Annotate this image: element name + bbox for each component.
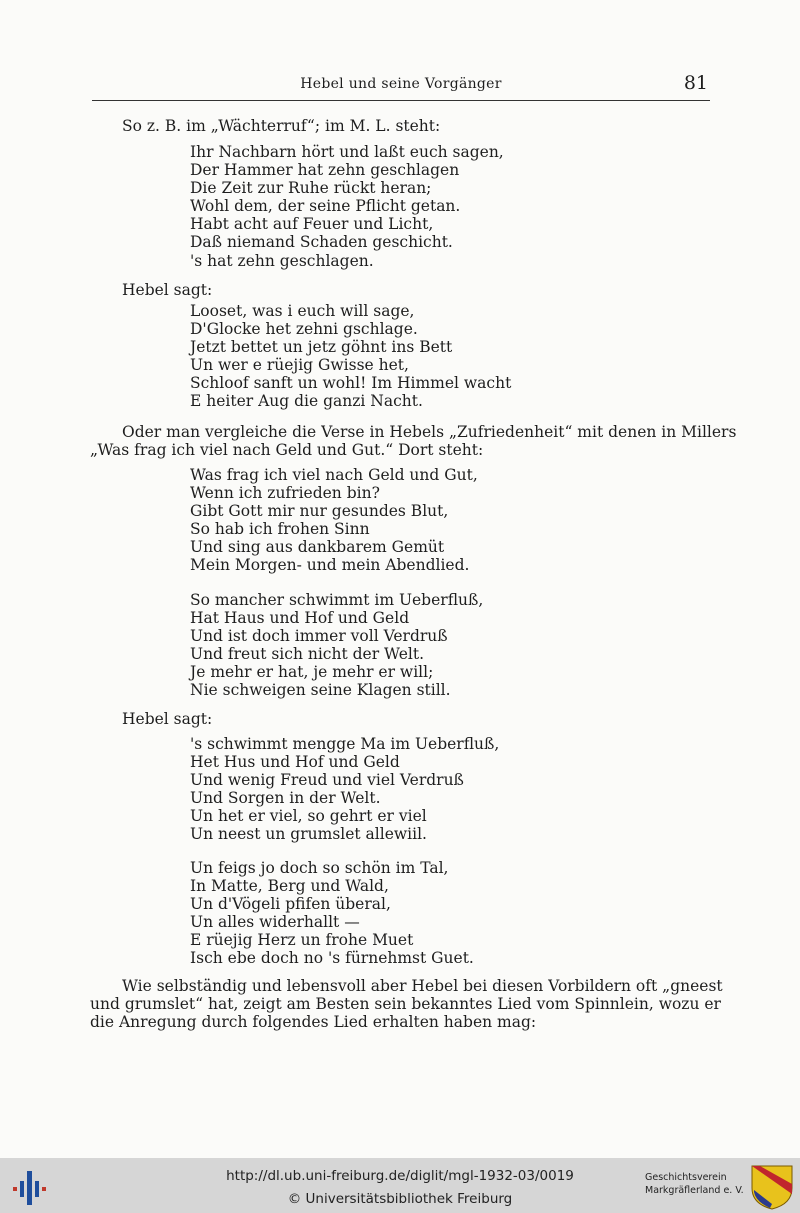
paragraph-1 bbox=[90, 423, 737, 459]
paragraph-line: Wie selbständig und lebensvoll aber Hebel bei diesen Vorbildern oft „gneest bbox=[122, 977, 723, 995]
verse-block-2 bbox=[190, 302, 511, 411]
verse-line: In Matte, Berg und Wald, bbox=[190, 877, 389, 896]
verse-block-6 bbox=[190, 859, 474, 968]
verse-line: Nie schweigen seine Klagen still. bbox=[190, 681, 451, 700]
verse-line: 's schwimmt mengge Ma im Ueberfluß, bbox=[190, 735, 500, 753]
verse-line: Un het er viel, so gehrt er viel bbox=[190, 807, 427, 826]
verse-line: Und sing aus dankbarem Gemüt bbox=[190, 538, 445, 557]
footer-url[interactable]: http://dl.ub.uni-freiburg.de/diglit/mgl-1932-03/0019 bbox=[226, 1168, 574, 1184]
verse-line: Un d'Vögeli pfifen überal, bbox=[190, 895, 391, 914]
verse-line: Und ist doch immer voll Verdruß bbox=[190, 627, 448, 646]
verse-line: Hat Haus und Hof und Geld bbox=[190, 609, 410, 628]
verse-line: Der Hammer hat zehn geschlagen bbox=[190, 161, 460, 180]
footer-society-name bbox=[645, 1171, 744, 1197]
running-title: Hebel und seine Vorgänger bbox=[300, 76, 502, 92]
verse-block-1 bbox=[190, 143, 504, 270]
footer-copyright: © Universitätsbibliothek Freiburg bbox=[287, 1191, 513, 1207]
paragraph-2 bbox=[90, 977, 723, 1031]
verse-line: Jetzt bettet un jetz göhnt ins Bett bbox=[190, 338, 453, 357]
coat-of-arms-icon bbox=[750, 1164, 794, 1210]
verse-line: Un feigs jo doch so schön im Tal, bbox=[190, 859, 449, 877]
paragraph-line: „Was frag ich viel nach Geld und Gut.“ Dort steht: bbox=[90, 441, 484, 459]
society-line-1: Geschichtsverein bbox=[645, 1172, 727, 1183]
verse-line: Un neest un grumslet allewiil. bbox=[190, 825, 427, 844]
running-header bbox=[92, 72, 710, 101]
verse-line: Je mehr er hat, je mehr er will; bbox=[190, 663, 434, 682]
verse-line: E heiter Aug die ganzi Nacht. bbox=[190, 392, 423, 411]
paragraph-line: und grumslet“ hat, zeigt am Besten sein bekanntes Lied vom Spinnlein, wozu er bbox=[90, 995, 721, 1013]
verse-line: Habt acht auf Feuer und Licht, bbox=[190, 215, 434, 234]
verse-line: So hab ich frohen Sinn bbox=[190, 520, 370, 539]
verse-line: Un alles widerhallt — bbox=[190, 913, 360, 932]
verse-line: Isch ebe doch no 's fürnehmst Guet. bbox=[190, 949, 474, 968]
verse-line: 's hat zehn geschlagen. bbox=[190, 251, 374, 270]
verse-line: Was frag ich viel nach Geld und Gut, bbox=[190, 466, 478, 484]
verse-line: Un wer e rüejig Gwisse het, bbox=[190, 356, 409, 375]
verse-line: Und freut sich nicht der Welt. bbox=[190, 645, 424, 664]
verse-line: Looset, was i euch will sage, bbox=[190, 302, 415, 320]
verse-line: Wenn ich zufrieden bin? bbox=[190, 484, 380, 503]
verse-line: Und wenig Freud und viel Verdruß bbox=[190, 771, 464, 790]
verse-line: Het Hus und Hof und Geld bbox=[190, 753, 400, 772]
verse-line: D'Glocke het zehni gschlage. bbox=[190, 320, 418, 339]
verse-line: Und Sorgen in der Welt. bbox=[190, 789, 381, 808]
verse-line: E rüejig Herz un frohe Muet bbox=[190, 931, 414, 950]
verse-block-3 bbox=[190, 466, 478, 575]
verse-line: Schloof sanft un wohl! Im Himmel wacht bbox=[190, 374, 512, 393]
verse-line: Gibt Gott mir nur gesundes Blut, bbox=[190, 502, 449, 521]
intro-line-3: Hebel sagt: bbox=[122, 710, 213, 728]
verse-line: Wohl dem, der seine Pflicht getan. bbox=[190, 197, 461, 216]
verse-line: Mein Morgen- und mein Abendlied. bbox=[190, 556, 470, 575]
footer-bar bbox=[0, 1158, 800, 1213]
verse-line: Daß niemand Schaden geschicht. bbox=[190, 233, 453, 252]
verse-line: Die Zeit zur Ruhe rückt heran; bbox=[190, 179, 432, 198]
intro-line-2: Hebel sagt: bbox=[122, 281, 213, 299]
verse-block-5 bbox=[190, 735, 499, 844]
verse-line: Ihr Nachbarn hört und laßt euch sagen, bbox=[190, 143, 504, 161]
verse-block-4 bbox=[190, 591, 483, 700]
page-number: 81 bbox=[683, 72, 708, 94]
intro-line-1: So z. B. im „Wächterruf“; im M. L. steht: bbox=[122, 117, 441, 135]
verse-line: So mancher schwimmt im Ueberfluß, bbox=[190, 591, 484, 609]
paragraph-line: Oder man vergleiche die Verse in Hebels „Zufriedenheit“ mit denen in Millers bbox=[122, 423, 737, 441]
paragraph-line: die Anregung durch folgendes Lied erhalten haben mag: bbox=[90, 1013, 537, 1031]
society-line-2: Markgräflerland e. V. bbox=[645, 1185, 744, 1196]
